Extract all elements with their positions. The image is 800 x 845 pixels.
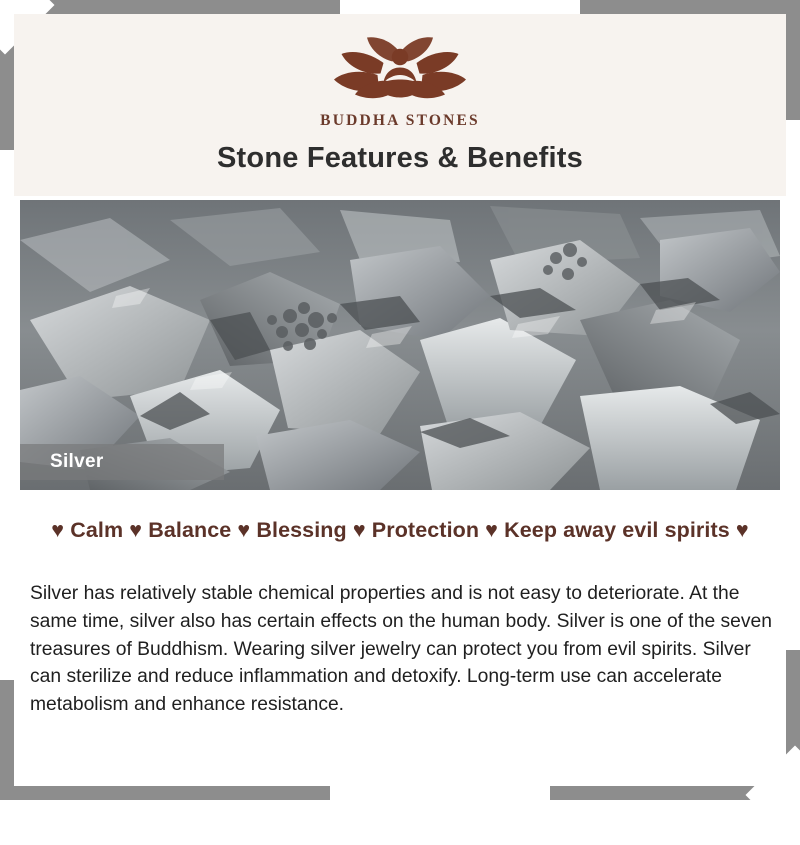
brand-logo <box>320 30 480 130</box>
hero-image <box>20 200 780 490</box>
description-text: Silver has relatively stable chemical properties and is not easy to deteriorate. At the same time, silver also has certain effects on the human body. Silver is one of the seven treasures of Buddhism. Wearing silver jewelry can protect you from evil spirits. Silver can sterilize and reduce inflammation and detoxify. Long-term use can accelerate metabolism and enhance resistance. <box>30 583 772 716</box>
frame-bottom-right-bar <box>550 786 800 800</box>
frame-left-top-bar <box>0 0 14 150</box>
benefits-line: ♥ Calm ♥ Balance ♥ Blessing ♥ Protection ♥ Keep away evil spirits ♥ <box>51 518 749 542</box>
frame-bottom-left-bar <box>0 786 330 800</box>
page-title-text: Stone Features & Benefits <box>217 142 583 174</box>
frame-right-top-bar <box>786 0 800 120</box>
frame-left-bottom-bar <box>0 680 14 800</box>
page-title <box>14 142 786 175</box>
header <box>14 14 786 196</box>
frame-corner-notch-bottom-right <box>746 746 800 845</box>
hero-label: Silver <box>20 444 224 480</box>
lotus-meditation-figure-icon <box>325 30 475 108</box>
brand-name: BUDDHA STONES <box>320 112 480 129</box>
frame-right-bottom-bar <box>786 650 800 800</box>
frame-top-left-bar <box>0 0 340 14</box>
frame-top-right-bar <box>580 0 800 14</box>
